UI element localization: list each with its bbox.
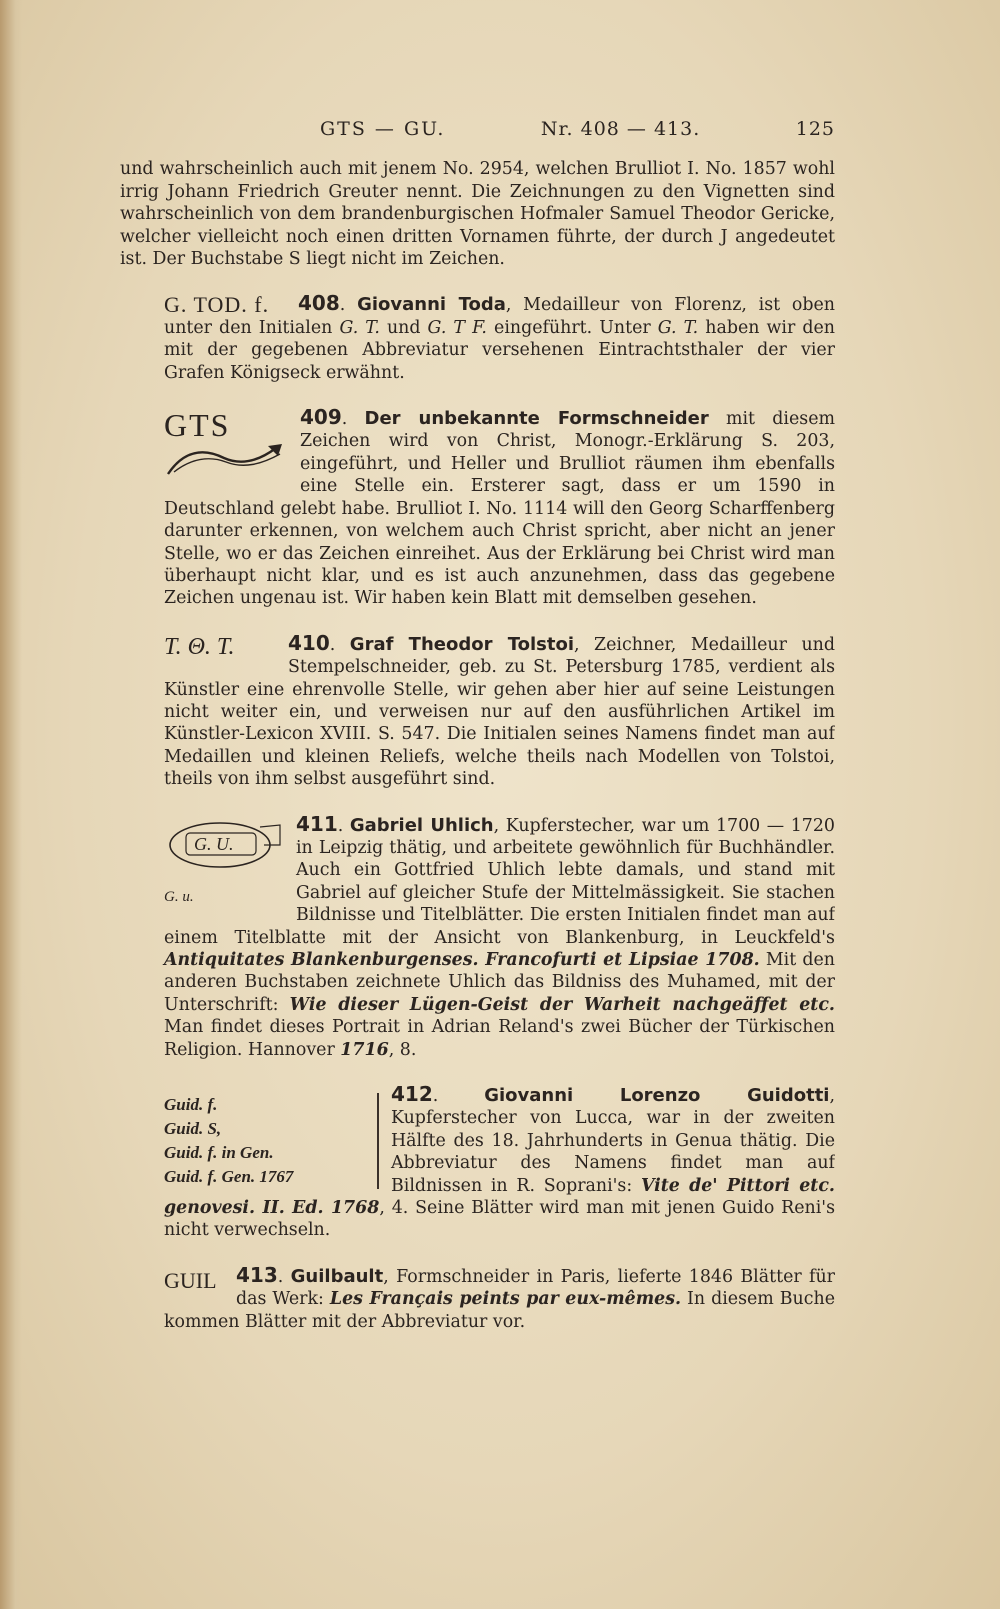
page-number: 125 bbox=[795, 118, 835, 140]
engraved-plate-icon bbox=[164, 815, 282, 879]
intro-paragraph: und wahrscheinlich auch mit jenem No. 2954, welchen Brulliot I. No. 1857 wohl irrig Johann Friedrich Greuter nennt. Die Zeichnungen zu den Vignetten sind wahrscheinlich von dem brandenburgischen Hofmaler Samuel Theodor Gericke, welcher vielleicht noch einen dritten Vornamen führte, der durch J angedeutet ist. Der Buchstabe S liegt nicht im Zeichen. bbox=[120, 159, 835, 270]
entry-number: 408 bbox=[298, 292, 340, 316]
text-column bbox=[120, 118, 835, 1333]
monogram-412-list bbox=[164, 1093, 379, 1189]
entry-409: GTS 409. Der unbekannte Formschneider mit diesem Zeichen wird von Christ, Monogr.-Erklärung S. 203, eingeführt, und Heller und Brulliot räumen ihm ebenfalls eine Stelle ein. Ersterer sagt, dass er um 1590 in Deutschland gelebt habe. Brulliot I. No. 1114 will den Georg Scharffenberg darunter erkennen, von welchem auch Christ spricht, aber nicht an jener Stelle, wo er das Zeichen einreihet. Aus der Erklärung bei Christ wird man überhaupt nicht klar, und es ist auch anzunehmen, dass das gegebene Zeichen ungenau ist. Wir haben kein Blatt mit demselben gesehen. bbox=[164, 406, 835, 609]
artist-name: Guilbault bbox=[290, 1265, 384, 1287]
monogram-408: G. TOD. f. bbox=[164, 292, 270, 318]
entry-413: GUIL 413. Guilbault, Formschneider in Paris, lieferte 1846 Blätter für das Werk: Les Français peints par eux-mêmes. In diesem Buche kommen Blätter mit der Abbreviatur vor. bbox=[164, 1263, 835, 1332]
abbreviation: Guid. f. Gen. 1767 bbox=[164, 1167, 294, 1187]
page-edge-shadow bbox=[0, 0, 22, 1609]
abbreviation: Guid. f. in Gen. bbox=[164, 1143, 274, 1163]
header-numbers: Nr. 408 — 413. bbox=[540, 118, 701, 140]
entry-411: G. U. G. u. 411. Gabriel Uhlich, Kupferstecher, war um 1700 — 1720 in Leipzig thätig, und arbeitete gewöhnlich für Buchhändler. Auch ein Gottfried Uhlich lebte damals, und stand mit Gabriel auf gleicher Stufe der Mittelmässigkeit. Sie stachen Bildnisse und Titelblätter. Die ersten Initialen findet man auf einem Titelblatte mit der Ansicht von Blankenburg, in Leuckfeld's Antiquitates Blankenburgenses. Francofurti et Lipsiae 1708. Mit den anderen Buchstaben zeichnete Uhlich das Bildniss des Muhamed, mit der Unterschrift: Wie dieser Lügen-Geist der Warheit nachgeäffet etc. Man findet dieses Portrait in Adrian Reland's zwei Bücher der Türkischen Religion. Hannover 1716, 8. bbox=[164, 812, 835, 1060]
entry-number: 412 bbox=[391, 1083, 433, 1107]
entry-410: T. Θ. T. 410. Graf Theodor Tolstoi, Zeichner, Medailleur und Stempelschneider, geb. zu St. Petersburg 1785, verdient als Künstler eine ehrenvolle Stelle, wir gehen aber hier auf seine Leistungen nicht weiter ein, und verweisen nur auf den ausführlichen Artikel im Künstler-Lexicon XVIII. S. 547. Die Initialen seines Namens findet man auf Medaillen und kleinen Reliefs, welche theils nach Modellen von Tolstoi, theils von ihm selbst ausgeführt sind. bbox=[164, 631, 835, 790]
monogram-409: GTS bbox=[164, 408, 286, 483]
abbreviation: Guid. f. bbox=[164, 1095, 218, 1115]
monogram-410: T. Θ. T. bbox=[164, 633, 235, 660]
running-header bbox=[120, 118, 835, 140]
entry-number: 410 bbox=[288, 631, 330, 655]
monogram-411-text: G. U. bbox=[194, 833, 234, 854]
artist-name: Gabriel Uhlich bbox=[349, 814, 494, 836]
artist-name: Giovanni Lorenzo Guidotti bbox=[484, 1085, 830, 1107]
artist-name: Graf Theodor Tolstoi bbox=[349, 633, 574, 655]
artist-name: Der unbekannte Formschneider bbox=[364, 408, 709, 430]
entry-412: Guid. f. Guid. S, Guid. f. in Gen. Guid. f. Gen. 1767 412. Giovanni Lorenzo Guidotti, Kupferstecher von Lucca, war in der zweiten Hälfte des 18. Jahrhunderts in Genua thätig. Die Abbreviatur des Namens findet man auf Bildnissen in R. Soprani's: Vite de' Pittori etc. genovesi. II. Ed. 1768, 4. Seine Blätter wird man mit jenen Guido Reni's nicht verwechseln. bbox=[164, 1083, 835, 1241]
monogram-413: GUIL bbox=[164, 1267, 217, 1293]
entry-number: 409 bbox=[300, 406, 342, 430]
monogram-411 bbox=[164, 815, 282, 909]
monogram-411-small: G. u. bbox=[164, 888, 194, 905]
knife-mark-icon bbox=[164, 442, 286, 478]
entry-number: 413 bbox=[236, 1263, 278, 1287]
entry-number: 411 bbox=[296, 812, 338, 836]
artist-name: Giovanni Toda bbox=[357, 294, 506, 316]
entry-408: G. TOD. f. 408. Giovanni Toda, Medailleur von Florenz, ist oben unter den Initialen G. T. und G. T F. eingeführt. Unter G. T. haben wir den mit der gegebenen Abbreviatur versehenen Eintrachtsthaler der vier Grafen Königseck erwähnt. bbox=[164, 292, 835, 383]
abbreviation: Guid. S, bbox=[164, 1119, 222, 1139]
header-letters: GTS — GU. bbox=[320, 118, 446, 140]
